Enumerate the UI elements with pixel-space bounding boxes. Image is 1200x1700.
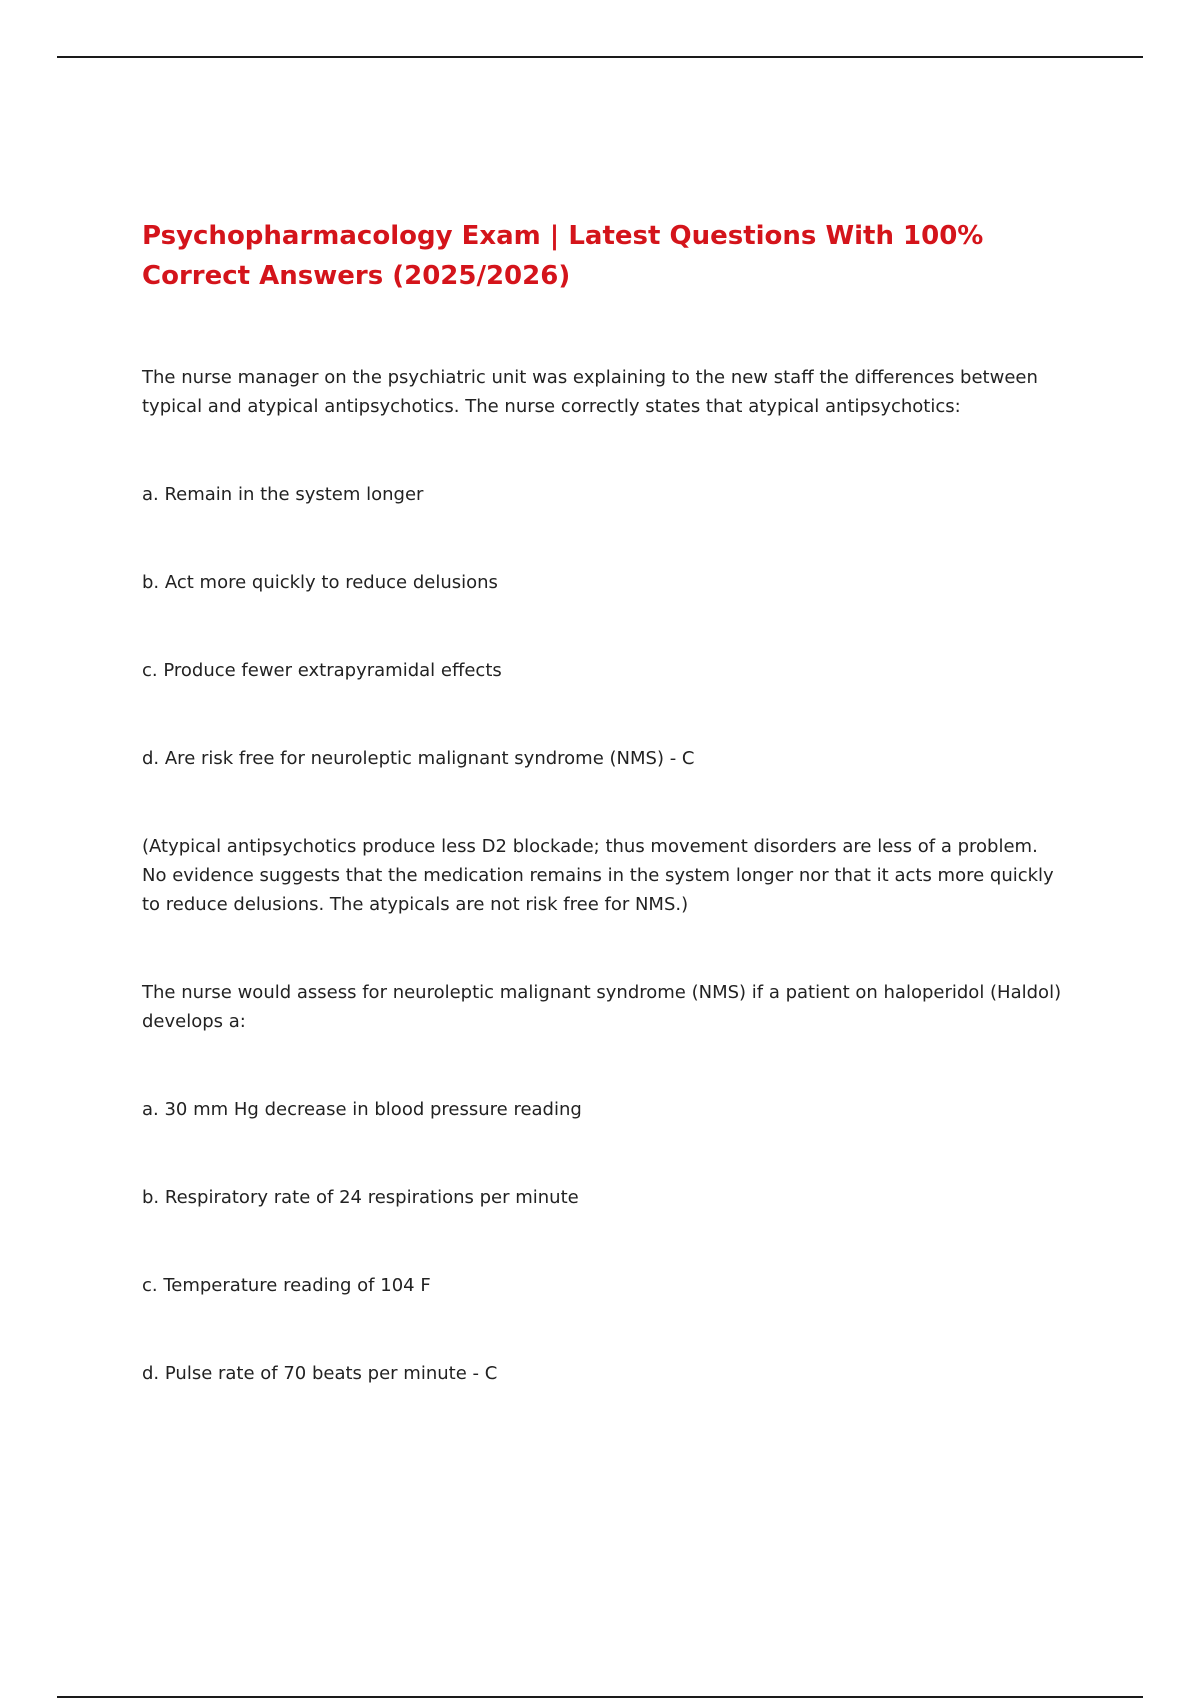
- question-1-option-b: b. Act more quickly to reduce delusions: [142, 572, 498, 593]
- document-title: Psychopharmacology Exam | Latest Questions With 100% Correct Answers (2025/2026): [142, 221, 984, 291]
- question-1-option-c: c. Produce fewer extrapyramidal effects: [142, 660, 502, 681]
- question-1-option-d: d. Are risk free for neuroleptic malignant syndrome (NMS) - C: [142, 748, 695, 769]
- question-2-option-d: d. Pulse rate of 70 beats per minute - C: [142, 1363, 498, 1384]
- question-2-stem: The nurse would assess for neuroleptic malignant syndrome (NMS) if a patient on haloperidol (Haldol) develops a:: [142, 982, 1062, 1032]
- question-2-option-b: b. Respiratory rate of 24 respirations per minute: [142, 1187, 579, 1208]
- footer-rule: [57, 1696, 1143, 1698]
- question-2-option-a: a. 30 mm Hg decrease in blood pressure reading: [142, 1099, 582, 1120]
- question-2-option-c: c. Temperature reading of 104 F: [142, 1275, 431, 1296]
- question-1-rationale: (Atypical antipsychotics produce less D2 blockade; thus movement disorders are less of a problem. No evidence suggests that the medication remains in the system longer nor that it acts more quickly to reduce delusions. The atypicals are not risk free for NMS.): [142, 836, 1054, 915]
- header-rule: [57, 56, 1143, 58]
- page-content: [142, 216, 1062, 1388]
- question-1-stem: The nurse manager on the psychiatric unit was explaining to the new staff the differences between typical and atypical antipsychotics. The nurse correctly states that atypical antipsychotics:: [142, 367, 1038, 417]
- question-1-option-a: a. Remain in the system longer: [142, 484, 424, 505]
